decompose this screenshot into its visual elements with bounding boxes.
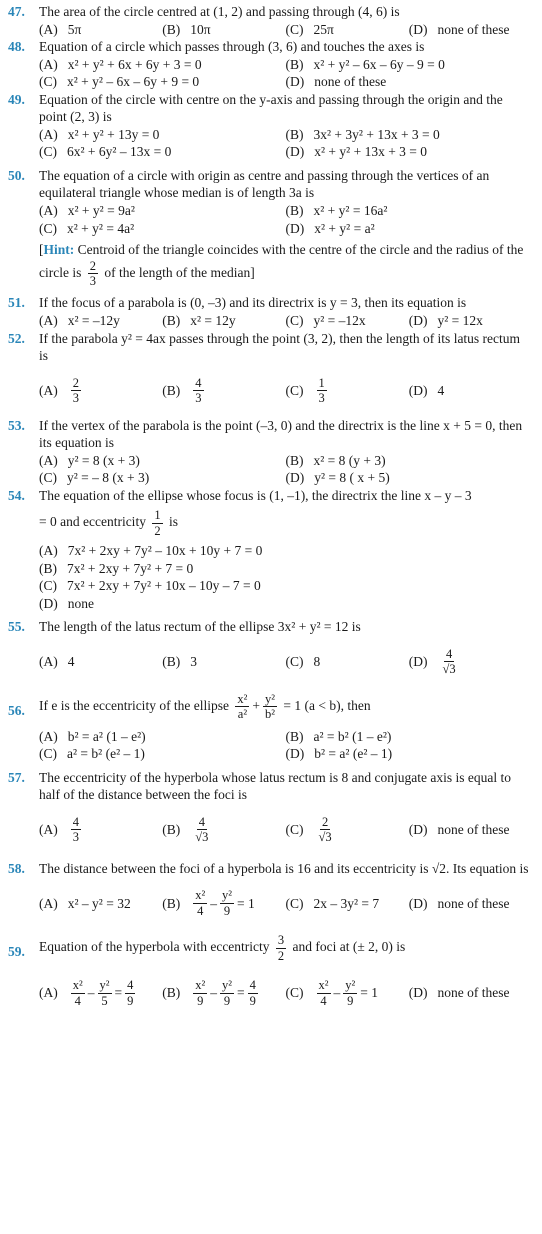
fraction-denominator: 3 xyxy=(72,391,79,406)
option-d[interactable] xyxy=(409,312,532,330)
option-c[interactable] xyxy=(39,143,286,161)
option-text: 3 xyxy=(190,654,197,670)
fraction-x xyxy=(193,978,207,1008)
option-text: x² – y² = 32 xyxy=(67,895,131,911)
options xyxy=(39,728,532,763)
fraction-numerator: 4 xyxy=(198,814,205,829)
option-text: x² + y² – 6x – 6y – 9 = 0 xyxy=(313,56,445,72)
option-label: (B) xyxy=(162,312,181,328)
option-label: (C) xyxy=(285,312,304,328)
option-text: none of these xyxy=(437,21,510,37)
fraction-denominator: 3 xyxy=(195,391,202,406)
option-text: x² + y² = 4a² xyxy=(67,220,135,236)
ellipse-fraction-x xyxy=(235,692,249,722)
hint-fraction xyxy=(88,259,98,289)
fraction-denominator: 9 xyxy=(347,993,354,1008)
question-text-part: = 1 (a < b), then xyxy=(283,697,371,713)
options xyxy=(39,642,532,682)
fraction-y xyxy=(220,888,234,918)
question-number: 57. xyxy=(8,769,25,785)
option-a[interactable] xyxy=(39,810,162,850)
option-label: (C) xyxy=(285,821,304,837)
fraction-x xyxy=(193,888,207,918)
option-d[interactable] xyxy=(409,21,532,39)
minus-sign: – xyxy=(333,985,341,1001)
question-51 xyxy=(8,294,532,329)
option-a[interactable] xyxy=(39,371,162,411)
fraction-denominator: 4 xyxy=(320,993,327,1008)
option-label: (A) xyxy=(39,895,58,911)
option-text: 7x² + 2xy + 7y² – 10x + 10y + 7 = 0 xyxy=(67,543,263,559)
option-d[interactable] xyxy=(409,810,532,850)
fraction-denominator: 9 xyxy=(223,993,231,1008)
option-d[interactable] xyxy=(409,883,532,923)
option-text: a² = b² (1 – e²) xyxy=(313,728,392,744)
question-text-part: and foci at (± 2, 0) is xyxy=(292,939,406,955)
options xyxy=(39,21,532,39)
option-label: (D) xyxy=(285,746,305,762)
option-label: (B) xyxy=(162,21,181,37)
option-label: (A) xyxy=(39,985,58,1001)
question-text-cont xyxy=(39,508,532,538)
option-text: none of these xyxy=(437,985,510,1001)
fraction-denominator: √3 xyxy=(195,830,209,845)
fraction-numerator: x² xyxy=(318,978,329,993)
question-number: 55. xyxy=(8,619,25,635)
option-d[interactable] xyxy=(409,973,532,1013)
question-text: Equation of the circle with centre on the y-axis and passing through the origin and the point (2, 3) is xyxy=(39,91,503,125)
question-text-part: is xyxy=(168,514,178,530)
option-label: (A) xyxy=(39,56,58,72)
option-label: (C) xyxy=(285,985,304,1001)
option-d[interactable] xyxy=(286,143,533,161)
question-number: 49. xyxy=(8,91,25,107)
option-d[interactable] xyxy=(286,220,533,238)
option-text: 8 xyxy=(313,654,321,670)
question-54 xyxy=(8,487,532,612)
option-label: (C) xyxy=(39,578,57,594)
fraction-denominator: 9 xyxy=(249,993,256,1008)
fraction-y xyxy=(220,978,234,1008)
ellipse-fraction-y xyxy=(263,692,277,722)
option-b[interactable] xyxy=(286,56,533,74)
option-text: 10π xyxy=(190,21,211,37)
options xyxy=(39,810,532,850)
option-fraction xyxy=(193,815,210,845)
question-number: 50. xyxy=(8,167,25,183)
fraction-denominator: 4 xyxy=(197,903,204,918)
option-c[interactable] xyxy=(286,883,409,923)
fraction-numerator: 3 xyxy=(277,933,285,948)
option-label: (C) xyxy=(285,654,304,670)
fraction-numerator: y² xyxy=(99,978,110,993)
option-b[interactable] xyxy=(286,452,533,470)
option-label: (C) xyxy=(39,470,57,486)
option-label: (B) xyxy=(285,56,304,72)
option-label: (D) xyxy=(285,74,305,90)
fraction-numerator: 2 xyxy=(89,258,96,273)
option-c[interactable] xyxy=(39,745,286,763)
hint-text: Centroid of the triangle coincides with the centre of the circle and the radius of the circle is xyxy=(39,242,524,280)
question-50 xyxy=(8,167,532,237)
option-label: (B) xyxy=(285,452,304,468)
option-a[interactable] xyxy=(39,728,286,746)
fraction-numerator: 4 xyxy=(445,646,453,661)
hint-text-end: of the length of the median] xyxy=(104,264,255,280)
option-label: (D) xyxy=(408,895,428,911)
option-label: (C) xyxy=(285,21,304,37)
option-fraction xyxy=(317,815,334,845)
option-text: 5π xyxy=(67,21,82,37)
option-label: (D) xyxy=(408,985,428,1001)
option-label: (D) xyxy=(408,312,428,328)
option-a[interactable] xyxy=(39,642,162,682)
option-label: (B) xyxy=(285,126,304,142)
question-text: The eccentricity of the hyperbola whose latus rectum is 8 and conjugate axis is equal to half of the distance between the foci is xyxy=(39,769,511,803)
option-label: (B) xyxy=(162,985,181,1001)
option-text: none of these xyxy=(437,895,510,911)
option-a[interactable] xyxy=(39,883,162,923)
options xyxy=(39,371,532,411)
option-d[interactable] xyxy=(286,745,533,763)
option-text: y² = 12x xyxy=(437,312,483,328)
eccentricity-fraction xyxy=(152,508,162,538)
fraction-numerator: 4 xyxy=(127,978,134,993)
question-53 xyxy=(8,417,532,487)
fraction-numerator: x² xyxy=(72,978,83,993)
question-text-part: = 0 and eccentricity xyxy=(39,514,146,530)
fraction-numerator: x² xyxy=(195,978,206,993)
options xyxy=(39,126,532,161)
option-text: 4 xyxy=(67,654,75,670)
option-text: y² = 8 ( x + 5) xyxy=(314,470,390,486)
option-label: (A) xyxy=(39,654,58,670)
question-57 xyxy=(8,769,532,850)
question-56 xyxy=(8,692,532,763)
options xyxy=(39,542,532,612)
option-text: x² + y² – 6x – 6y + 9 = 0 xyxy=(67,74,200,90)
option-d[interactable] xyxy=(286,469,533,487)
option-label: (B) xyxy=(39,560,57,576)
option-text: x² + y² + 13x + 3 = 0 xyxy=(314,144,428,160)
option-b[interactable] xyxy=(162,371,285,411)
fraction-denominator: 5 xyxy=(101,993,108,1008)
option-b[interactable] xyxy=(286,202,533,220)
option-d[interactable] xyxy=(409,371,532,411)
fraction-numerator: 2 xyxy=(72,375,79,390)
question-text: Equation of the hyperbola with eccentricty xyxy=(39,939,270,955)
option-b[interactable] xyxy=(162,312,285,330)
fraction-denominator: √3 xyxy=(442,662,456,677)
option-c[interactable] xyxy=(286,810,409,850)
option-label: (D) xyxy=(408,821,428,837)
question-55 xyxy=(8,618,532,682)
fraction-numerator: x² xyxy=(195,888,206,903)
option-b[interactable] xyxy=(286,126,533,144)
option-fraction xyxy=(193,376,203,406)
question-47 xyxy=(8,3,532,38)
option-fraction xyxy=(71,815,81,845)
option-text: x² = 12y xyxy=(190,312,236,328)
option-c[interactable] xyxy=(39,469,286,487)
fraction-denominator: √3 xyxy=(318,830,332,845)
option-text: none of these xyxy=(314,74,387,90)
option-text: x² = –12y xyxy=(67,312,120,328)
option-fraction xyxy=(71,376,81,406)
equation-rhs: = 1 xyxy=(360,985,378,1001)
question-text: The equation of a circle with origin as centre and passing through the vertices of an equilateral triangle whose median is of length 3a is xyxy=(39,167,490,201)
fraction-rhs xyxy=(248,978,258,1008)
option-label: (A) xyxy=(39,452,58,468)
option-a[interactable] xyxy=(39,56,286,74)
option-label: (C) xyxy=(39,746,57,762)
minus-sign: – xyxy=(210,985,217,1001)
option-fraction xyxy=(317,376,327,406)
question-number: 47. xyxy=(8,4,25,19)
option-c[interactable] xyxy=(39,220,286,238)
option-text: a² = b² (e² – 1) xyxy=(67,746,145,762)
fraction-x xyxy=(317,978,331,1008)
fraction-numerator: y² xyxy=(222,978,232,993)
fraction-denominator: 3 xyxy=(89,274,96,289)
question-58 xyxy=(8,860,532,924)
option-label: (A) xyxy=(39,543,58,559)
option-text: b² = a² (1 – e²) xyxy=(67,728,146,744)
minus-sign: – xyxy=(210,895,217,911)
fraction-rhs xyxy=(125,978,135,1008)
fraction-numerator: 4 xyxy=(72,814,79,829)
options xyxy=(39,312,532,330)
minus-sign: – xyxy=(87,985,95,1001)
option-label: (D) xyxy=(285,220,305,236)
fraction-numerator: 2 xyxy=(321,814,329,829)
question-text: If the parabola y² = 4ax passes through the point (3, 2), then the length of its latus rectum is xyxy=(39,330,521,364)
option-text: x² + y² = a² xyxy=(314,220,375,236)
option-label: (C) xyxy=(39,144,57,160)
eccentricity-fraction xyxy=(276,933,286,963)
option-label: (D) xyxy=(39,595,58,611)
fraction-denominator: 2 xyxy=(277,948,285,963)
option-label: (C) xyxy=(285,382,304,398)
question-text: Equation of a circle which passes through (3, 6) and touches the axes is xyxy=(39,39,425,55)
option-text: 25π xyxy=(313,21,334,37)
option-c[interactable] xyxy=(286,973,409,1013)
question-text: The area of the circle centred at (1, 2) and passing through (4, 6) is xyxy=(39,4,400,19)
option-label: (B) xyxy=(285,728,304,744)
question-text: If e is the eccentricity of the ellipse xyxy=(39,697,230,713)
option-b[interactable] xyxy=(162,883,285,923)
option-b[interactable] xyxy=(162,810,285,850)
options xyxy=(39,202,532,237)
question-number: 53. xyxy=(8,417,25,433)
question-text-line xyxy=(39,933,532,963)
option-text: x² + y² = 16a² xyxy=(313,203,388,219)
question-number: 58. xyxy=(8,860,25,876)
option-label: (B) xyxy=(162,821,181,837)
option-label: (D) xyxy=(408,654,428,670)
option-d[interactable] xyxy=(39,595,532,613)
option-b[interactable] xyxy=(39,560,532,578)
option-d[interactable] xyxy=(286,73,533,91)
option-label: (A) xyxy=(39,382,58,398)
fraction-numerator: 1 xyxy=(154,508,161,523)
fraction-numerator: 4 xyxy=(195,375,202,390)
fraction-denominator: b² xyxy=(265,707,276,722)
option-text: 3x² + 3y² + 13x + 3 = 0 xyxy=(313,126,440,142)
fraction-numerator: x² xyxy=(237,691,248,706)
option-b[interactable] xyxy=(286,728,533,746)
option-c[interactable] xyxy=(286,642,409,682)
option-label: (C) xyxy=(39,74,57,90)
hint-block: [Hint: Centroid of the triangle coincides with the centre of the circle and the radius of the circle is $\frac{2}{3}$ of the length of the median] xyxy=(39,242,524,289)
option-text: x² + y² + 6x + 6y + 3 = 0 xyxy=(67,56,202,72)
option-text: y² = – 8 (x + 3) xyxy=(67,470,150,486)
option-label: (A) xyxy=(39,821,58,837)
option-text: 4 xyxy=(437,382,445,398)
options xyxy=(39,883,532,923)
option-fraction xyxy=(441,647,458,677)
option-label: (C) xyxy=(285,895,304,911)
option-c[interactable] xyxy=(286,312,409,330)
option-c[interactable] xyxy=(39,73,286,91)
option-text: none xyxy=(67,595,94,611)
question-text: If the vertex of the parabola is the point (–3, 0) and the directrix is the line x + 5 = 0, then its equation is xyxy=(39,417,523,451)
equation-rhs: = 1 xyxy=(237,895,255,911)
question-number: 48. xyxy=(8,39,25,55)
option-b[interactable] xyxy=(162,21,285,39)
option-label: (C) xyxy=(39,220,57,236)
option-text: y² = –12x xyxy=(313,312,366,328)
option-text: b² = a² (e² – 1) xyxy=(314,746,393,762)
option-a[interactable] xyxy=(39,21,162,39)
option-label: (B) xyxy=(162,382,181,398)
option-b[interactable] xyxy=(162,642,285,682)
option-text: 6x² + 6y² – 13x = 0 xyxy=(67,144,172,160)
option-text: 7x² + 2xy + 7y² + 7 = 0 xyxy=(67,560,194,576)
option-b[interactable]: (B) $\frac{\text{x²}}{9}$ – $\frac{\text{y²}}{9}$ = $\frac{4}{9}$ xyxy=(162,978,256,1008)
option-label: (B) xyxy=(162,654,181,670)
option-label: (D) xyxy=(285,470,305,486)
question-text-line xyxy=(39,692,532,722)
question-number: 56. xyxy=(8,702,25,718)
fraction-numerator: y² xyxy=(345,978,356,993)
fraction-denominator: 2 xyxy=(154,523,161,538)
option-text: x² = 8 (y + 3) xyxy=(313,452,386,468)
fraction-denominator: 9 xyxy=(197,993,204,1008)
plus-sign: + xyxy=(252,697,261,713)
question-49 xyxy=(8,91,532,161)
question-text: The length of the latus rectum of the ellipse 3x² + y² = 12 is xyxy=(39,619,361,635)
fraction-denominator: 3 xyxy=(72,830,79,845)
fraction-numerator: 4 xyxy=(249,978,256,993)
option-c[interactable] xyxy=(286,371,409,411)
question-text: If the focus of a parabola is (0, –3) and its directrix is y = 3, then its equation is xyxy=(39,295,467,311)
fraction-numerator: 1 xyxy=(318,375,325,390)
option-a[interactable] xyxy=(39,126,286,144)
options xyxy=(39,56,532,91)
option-d[interactable] xyxy=(409,642,532,682)
option-text: x² + y² = 9a² xyxy=(67,203,135,219)
question-52 xyxy=(8,330,532,411)
fraction-numerator: y² xyxy=(265,691,276,706)
fraction-numerator: y² xyxy=(222,888,232,903)
options xyxy=(39,973,532,1013)
option-a[interactable] xyxy=(39,312,162,330)
question-48 xyxy=(8,38,532,91)
question-number: 51. xyxy=(8,295,25,311)
option-text: x² + y² + 13y = 0 xyxy=(67,126,160,142)
option-a[interactable] xyxy=(39,452,286,470)
fraction-denominator: 3 xyxy=(318,391,325,406)
options xyxy=(39,452,532,487)
question-59 xyxy=(8,933,532,1013)
question-number: 59. xyxy=(8,944,25,960)
option-c[interactable] xyxy=(39,577,532,595)
option-text: none of these xyxy=(437,821,510,837)
option-a[interactable] xyxy=(39,542,532,560)
option-label: (A) xyxy=(39,21,58,37)
option-label: (A) xyxy=(39,126,58,142)
fraction-y xyxy=(343,978,357,1008)
option-label: (A) xyxy=(39,728,58,744)
question-number: 52. xyxy=(8,330,25,346)
option-text: 7x² + 2xy + 7y² + 10x – 10y – 7 = 0 xyxy=(67,578,261,594)
question-number: 54. xyxy=(8,487,25,503)
fraction-denominator: a² xyxy=(237,707,248,722)
hint-label: Hint: xyxy=(43,242,75,258)
option-c[interactable] xyxy=(286,21,409,39)
option-a[interactable] xyxy=(39,202,286,220)
option-text: y² = 8 (x + 3) xyxy=(67,452,140,468)
fraction-y xyxy=(98,978,112,1008)
option-label: (B) xyxy=(162,895,181,911)
question-text: The distance between the foci of a hyperbola is 16 and its eccentricity is √2. Its equation is xyxy=(39,860,529,876)
fraction-denominator: 9 xyxy=(223,903,231,918)
question-text: The equation of the ellipse whose focus is (1, –1), the directrix the line x – y – 3 xyxy=(39,487,472,503)
option-label: (D) xyxy=(285,144,305,160)
option-label: (D) xyxy=(408,21,428,37)
fraction-denominator: 9 xyxy=(127,993,134,1008)
fraction-x xyxy=(71,978,85,1008)
option-label: (A) xyxy=(39,203,58,219)
fraction-denominator: 4 xyxy=(74,993,81,1008)
option-a[interactable]: (A) $\frac{\text{x²}}{4}$ – $\frac{\text{y²}}{5}$ = $\frac{4}{9}$ xyxy=(39,978,134,1008)
option-label: (A) xyxy=(39,312,58,328)
option-label: (B) xyxy=(285,203,304,219)
option-label: (D) xyxy=(408,382,428,398)
option-text: 2x – 3y² = 7 xyxy=(313,895,380,911)
